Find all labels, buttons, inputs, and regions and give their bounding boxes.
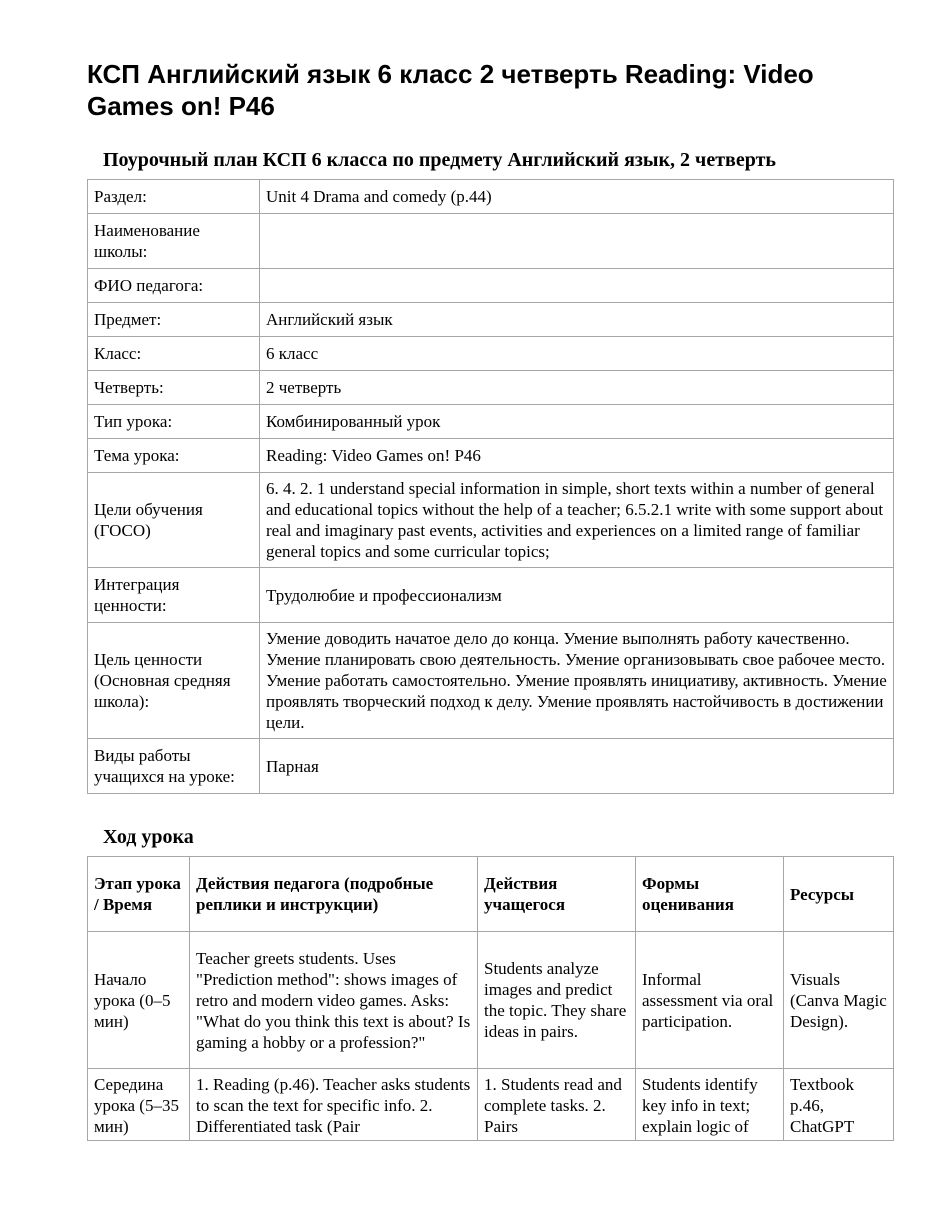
info-value: Трудолюбие и профессионализм (260, 568, 894, 623)
info-label: Виды работы учащихся на уроке: (88, 739, 260, 794)
lesson-info-table (87, 179, 894, 794)
header-assessment: Формы оценивания (636, 857, 784, 932)
cell-teacher-actions: Teacher greets students. Uses "Prediction method": shows images of retro and modern video games. Asks: "What do you think this text is about? Is gaming a hobby or a profession?" (190, 932, 478, 1069)
info-label: Класс: (88, 337, 260, 371)
info-value (260, 269, 894, 303)
header-resources: Ресурсы (784, 857, 894, 932)
info-label: Наименование школы: (88, 214, 260, 269)
cell-assessment: Informal assessment via oral participation. (636, 932, 784, 1069)
info-value: Английский язык (260, 303, 894, 337)
info-value: 6 класс (260, 337, 894, 371)
course-row-middle (88, 1069, 894, 1141)
info-value: Комбинированный урок (260, 405, 894, 439)
info-label: Тип урока: (88, 405, 260, 439)
cell-stage: Начало урока (0–5 мин) (88, 932, 190, 1069)
info-row-objectives (88, 473, 894, 568)
info-value: Unit 4 Drama and comedy (p.44) (260, 180, 894, 214)
course-row-start (88, 932, 894, 1069)
info-value: Парная (260, 739, 894, 794)
info-row-teacher (88, 269, 894, 303)
info-label: Тема урока: (88, 439, 260, 473)
cell-teacher-actions: 1. Reading (p.46). Teacher asks students to scan the text for specific info. 2. Differentiated task (Pair (190, 1069, 478, 1141)
info-row-work-types (88, 739, 894, 794)
info-label: Интеграция ценности: (88, 568, 260, 623)
info-label: Раздел: (88, 180, 260, 214)
info-value: Reading: Video Games on! P46 (260, 439, 894, 473)
info-value: 2 четверть (260, 371, 894, 405)
info-row-grade (88, 337, 894, 371)
info-row-lesson-type (88, 405, 894, 439)
info-row-topic (88, 439, 894, 473)
header-stage: Этап урока / Время (88, 857, 190, 932)
info-row-values-integration (88, 568, 894, 623)
info-row-subject (88, 303, 894, 337)
header-student-actions: Действия учащегося (478, 857, 636, 932)
info-value: Умение доводить начатое дело до конца. Умение выполнять работу качественно. Умение планировать свою деятельность. Умение организовывать свое рабочее место. Умение работать самостоятельно. Умение проявлять инициативу, активность. Умение проявлять творческий подход к делу. Умение проявлять настойчивость в достижении цели. (260, 623, 894, 739)
cell-stage: Середина урока (5–35 мин) (88, 1069, 190, 1141)
cell-resources: Visuals (Canva Magic Design). (784, 932, 894, 1069)
info-row-values-goal (88, 623, 894, 739)
cell-assessment: Students identify key info in text; explain logic of (636, 1069, 784, 1141)
cell-student-actions: 1. Students read and complete tasks. 2. Pairs (478, 1069, 636, 1141)
info-label: Цели обучения (ГОСО) (88, 473, 260, 568)
plan-heading: Поурочный план КСП 6 класса по предмету Английский язык, 2 четверть (103, 149, 776, 171)
header-teacher-actions: Действия педагога (подробные реплики и инструкции) (190, 857, 478, 932)
lesson-course-table (87, 856, 894, 1141)
info-label: Предмет: (88, 303, 260, 337)
info-row-section (88, 180, 894, 214)
document-title: КСП Английский язык 6 класс 2 четверть Reading: Video Games on! P46 (87, 59, 814, 121)
info-row-quarter (88, 371, 894, 405)
info-label: Четверть: (88, 371, 260, 405)
cell-student-actions: Students analyze images and predict the topic. They share ideas in pairs. (478, 932, 636, 1069)
info-value (260, 214, 894, 269)
info-label: ФИО педагога: (88, 269, 260, 303)
cell-resources: Textbook p.46, ChatGPT (784, 1069, 894, 1141)
course-heading: Ход урока (103, 826, 194, 848)
course-header-row (88, 857, 894, 932)
info-label: Цель ценности (Основная средняя школа): (88, 623, 260, 739)
info-row-school (88, 214, 894, 269)
info-value: 6. 4. 2. 1 understand special information in simple, short texts within a number of general and educational topics without the help of a teacher; 6.5.2.1 write with some support about real and imaginary past events, activities and experiences on a limited range of familiar general topics and some curricular topics; (260, 473, 894, 568)
